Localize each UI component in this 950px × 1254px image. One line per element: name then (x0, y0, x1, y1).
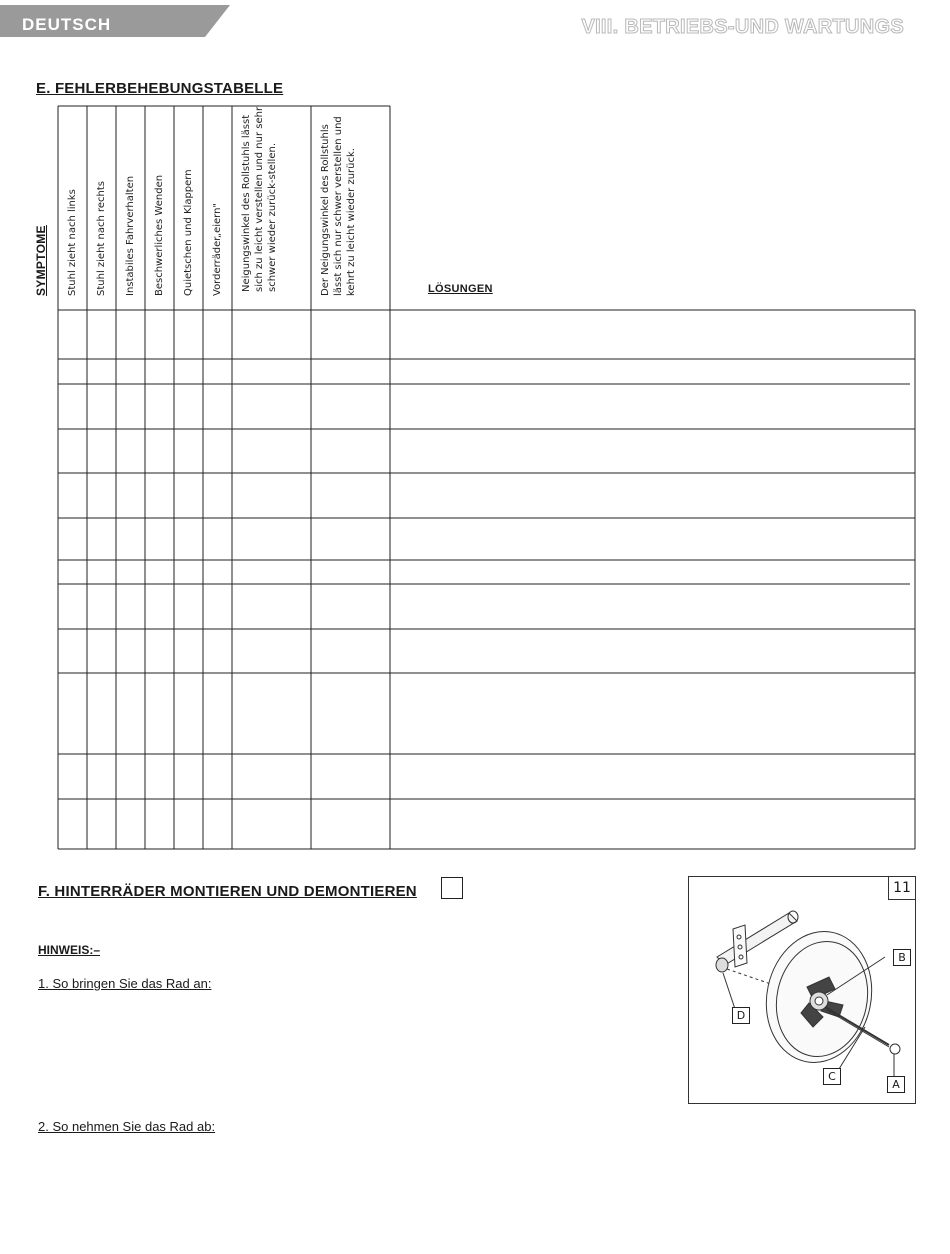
symptom-col-6: Vorderräder„eiern" (212, 202, 223, 296)
step-remove-wheel: 2. So nehmen Sie das Rad ab: (38, 1119, 216, 1134)
symptom-col-5: Quietschen und Klappern (183, 169, 194, 296)
symptom-col-1: Stuhl zieht nach links (67, 189, 78, 296)
callout-c: C (823, 1068, 841, 1085)
section-e-title: E. FEHLERBEHEBUNGSTABELLE (36, 80, 284, 97)
chapter-title: VIII. BETRIEBS-UND WARTUNGS (581, 16, 904, 38)
symptom-col-4: Beschwerliches Wenden (154, 174, 165, 296)
language-label: DEUTSCH (22, 15, 112, 34)
empty-checkbox (441, 877, 463, 899)
step-attach-wheel: 1. So bringen Sie das Rad an: (38, 976, 212, 991)
callout-d: D (732, 1007, 750, 1024)
symptom-col-8: Der Neigungswinkel des Rollstuhls lässt sich nur schwer verstellen und kehrt zu leicht wieder zurück. (320, 116, 357, 296)
section-f-title: F. HINTERRÄDER MONTIEREN UND DEMONTIEREN (38, 883, 417, 900)
figure-number: 11 (888, 877, 915, 900)
symptom-col-2: Stuhl zieht nach rechts (96, 180, 107, 296)
symptom-col-3: Instabiles Fahrverhalten (125, 175, 136, 296)
wheel-illustration (689, 877, 915, 1103)
callout-a: A (887, 1076, 905, 1093)
symptoms-label: SYMPTOME (34, 225, 48, 296)
note-label: HINWEIS:– (38, 943, 101, 957)
wheel-figure (688, 876, 916, 1104)
symptom-col-7: Neigungswinkel des Rollstuhls lässt sich zu leicht verstellen und nur sehr schwer wieder zurück-stellen. (241, 106, 278, 292)
callout-b: B (893, 949, 911, 966)
solutions-label: LÖSUNGEN (428, 283, 493, 295)
